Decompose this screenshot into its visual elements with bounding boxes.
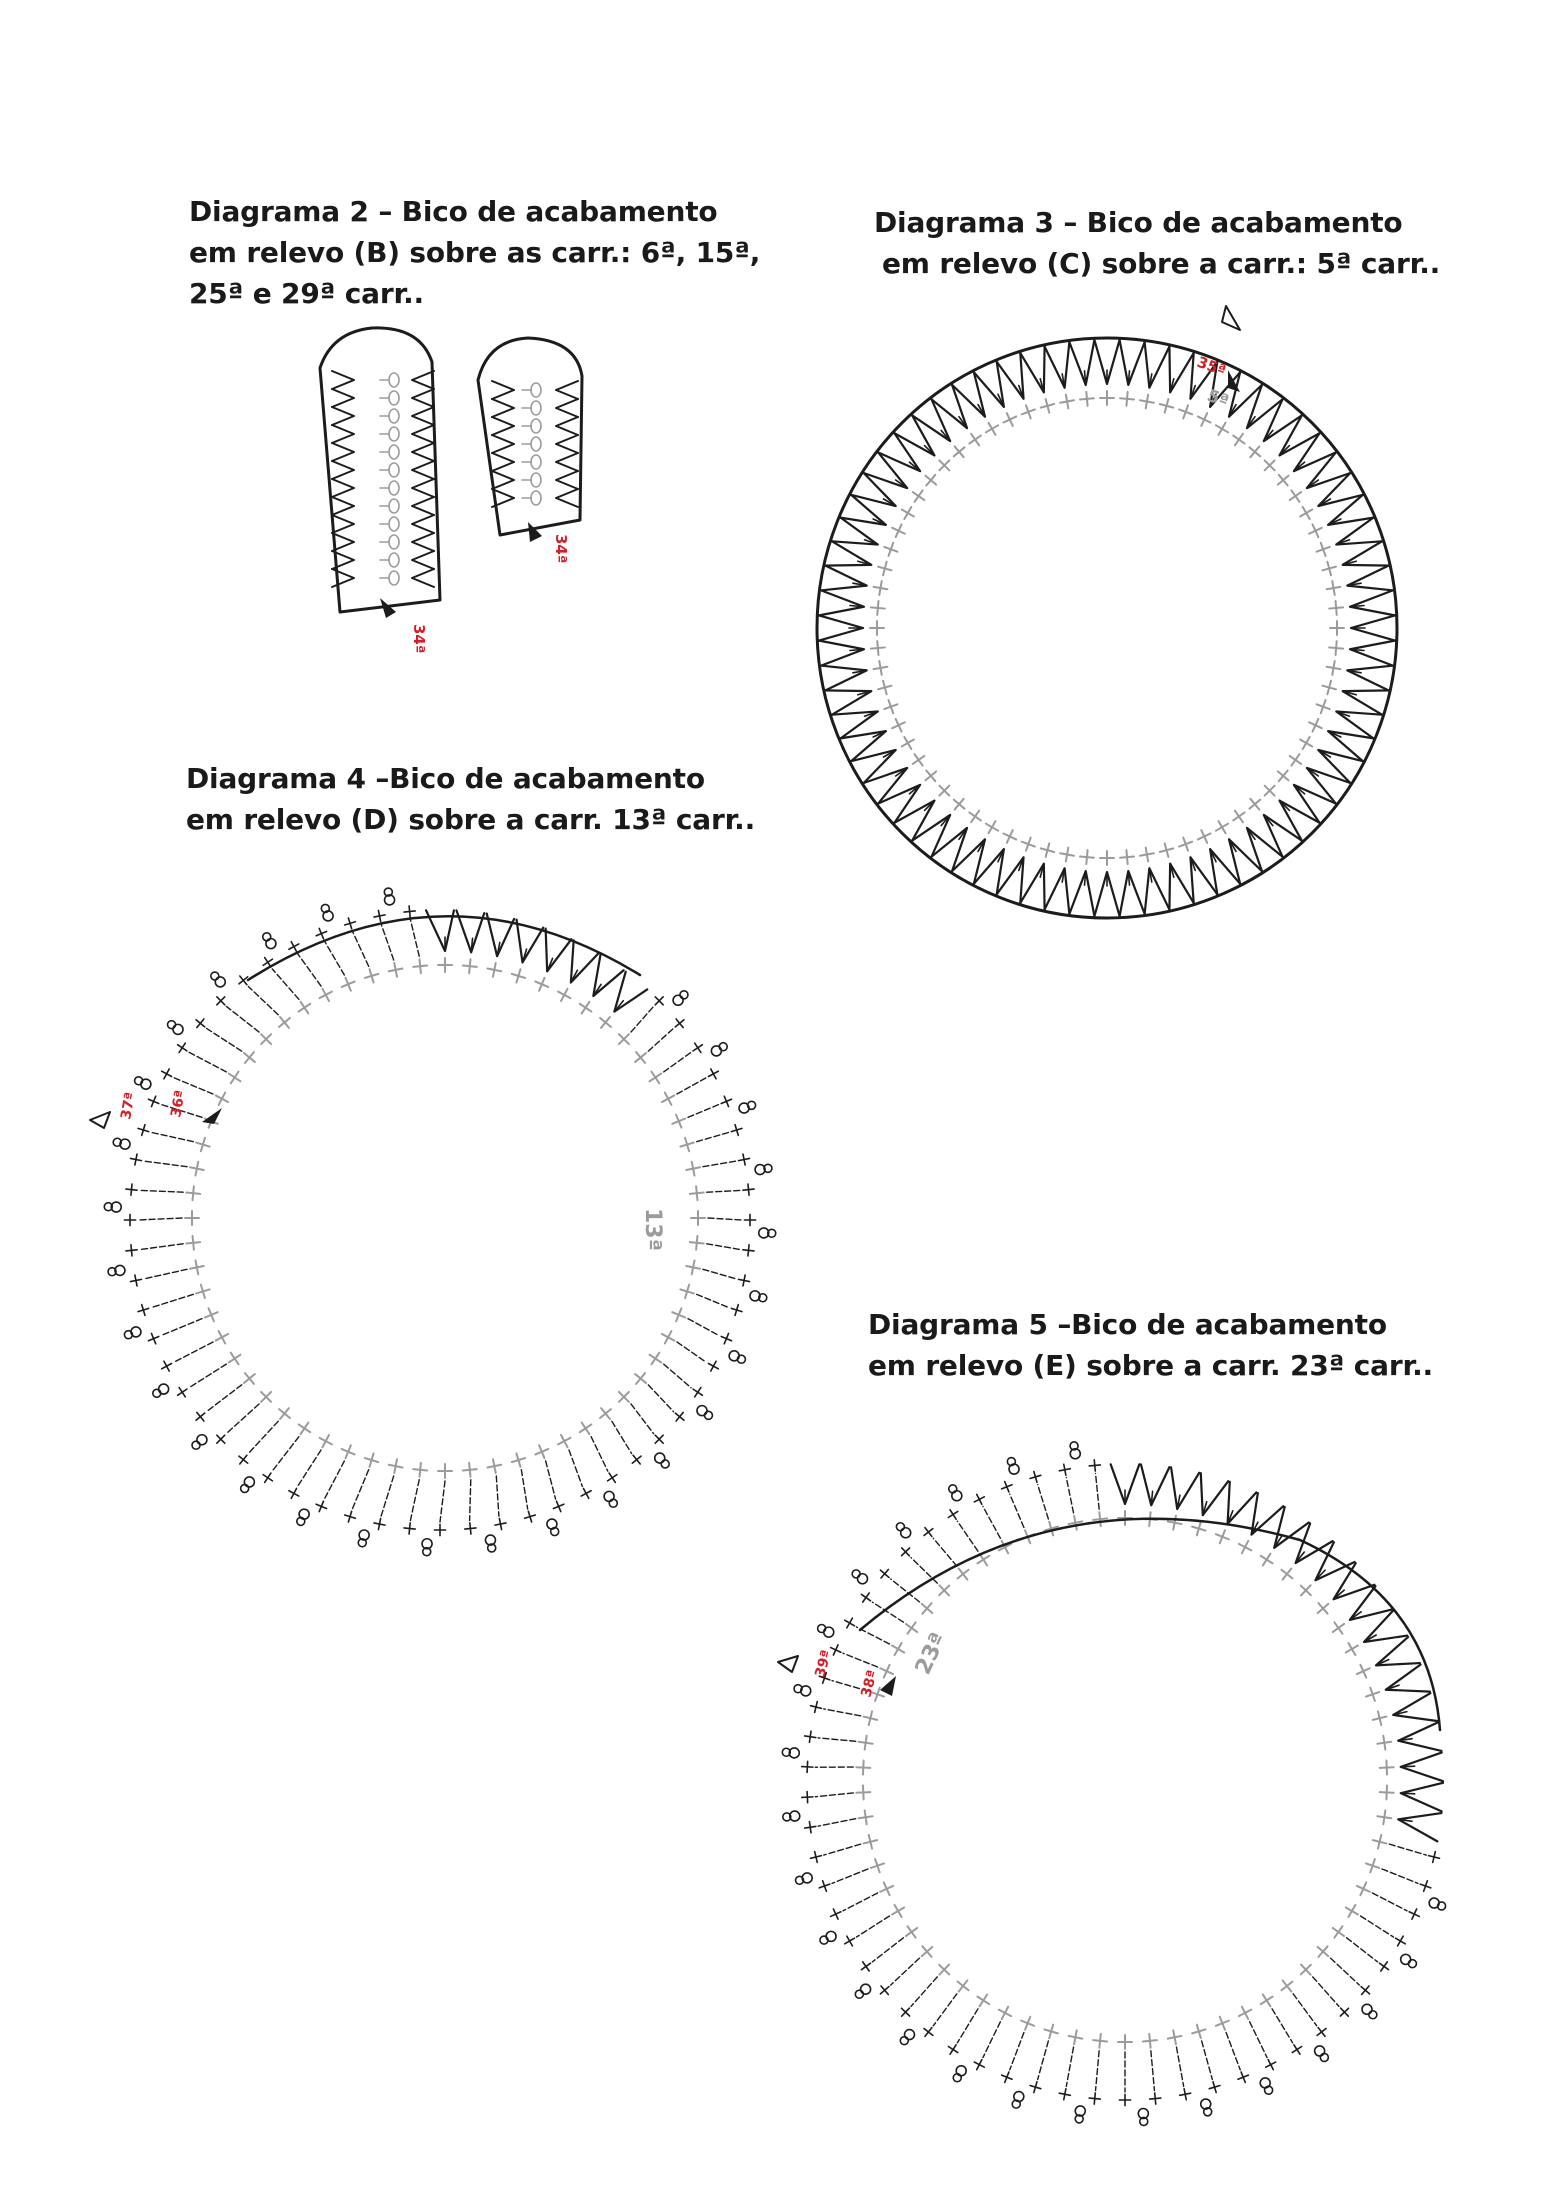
base-cross-stitch xyxy=(1242,1541,1248,1553)
edge-cross xyxy=(1379,1963,1388,1969)
picot xyxy=(900,2037,908,2045)
long-stitch xyxy=(1096,2051,1100,2091)
long-stitch xyxy=(843,1653,878,1667)
long-stitch xyxy=(824,1709,861,1716)
diagram-4-red-inner-row-label: 36ª xyxy=(168,1088,189,1119)
long-stitch xyxy=(1389,1844,1426,1855)
edge-cross xyxy=(805,1736,816,1738)
long-stitch xyxy=(872,1602,903,1622)
base-cross-stitch xyxy=(959,1569,968,1580)
picot xyxy=(904,2030,914,2040)
long-stitch xyxy=(1250,2022,1267,2058)
diagram-4-caption-line-1: Diagrama 4 –Bico de acabamento xyxy=(186,762,705,795)
long-stitch xyxy=(1226,2033,1240,2070)
picot xyxy=(852,1570,860,1578)
diagram-5-red-outer-row-label: 39ª xyxy=(812,1648,835,1680)
long-stitch xyxy=(1066,1478,1073,1513)
base-cross-stitch xyxy=(1263,1995,1271,2007)
edge-cross xyxy=(845,1938,855,1944)
base-cross-stitch xyxy=(1380,1767,1394,1768)
picot xyxy=(901,1528,911,1538)
base-cross-stitch xyxy=(1173,2030,1176,2044)
edge-cross xyxy=(1094,1460,1095,1471)
long-stitch xyxy=(983,2022,1000,2058)
base-cross-stitch xyxy=(1346,1908,1358,1915)
picot xyxy=(861,1984,871,1994)
v-stitch xyxy=(1228,1482,1257,1524)
v-stitch xyxy=(1393,1693,1437,1721)
long-stitch xyxy=(857,1916,890,1937)
base-cross-stitch xyxy=(906,1624,917,1632)
base-cross-stitch xyxy=(980,1995,988,2007)
long-stitch xyxy=(1347,1938,1378,1962)
base-cross-stitch xyxy=(859,1742,873,1744)
edge-cross xyxy=(845,1620,855,1626)
edge-cross xyxy=(1268,2060,1273,2070)
long-stitch xyxy=(1202,2041,1213,2079)
long-stitch xyxy=(957,2009,978,2043)
diagram-3-gray-row-label: 5ª xyxy=(1204,385,1232,413)
long-stitch xyxy=(933,1994,956,2026)
long-stitch xyxy=(1331,1958,1360,1985)
picot xyxy=(857,1574,867,1584)
base-cross-stitch xyxy=(1242,2007,1248,2019)
long-stitch xyxy=(843,1893,878,1911)
v-stitch xyxy=(1401,1783,1443,1812)
long-stitch xyxy=(1382,1869,1418,1883)
diagram-3-caption-line-1: Diagrama 3 – Bico de acabamento xyxy=(874,206,1403,239)
long-stitch xyxy=(824,1844,861,1855)
v-stitch xyxy=(1398,1723,1441,1751)
base-cross-stitch xyxy=(1283,1569,1292,1580)
picot xyxy=(1369,2011,1377,2019)
base-cross-stitch xyxy=(1263,1554,1271,1566)
base-cross-stitch xyxy=(856,1792,870,1793)
diagram-5-start-arrow xyxy=(880,1676,896,1696)
long-stitch xyxy=(983,1506,1000,1538)
diagram-5-caption-line-2: em relevo (E) sobre a carr. 23ª carr.. xyxy=(868,1349,1433,1382)
long-stitch xyxy=(1293,1994,1316,2026)
long-stitch xyxy=(1010,1494,1024,1527)
base-cross-stitch xyxy=(1283,1980,1292,1991)
v-stitch xyxy=(1376,1637,1420,1665)
diagram-2-right-row-label: 34ª xyxy=(552,534,570,564)
base-cross-stitch xyxy=(1099,2034,1100,2048)
long-stitch xyxy=(1272,2009,1293,2043)
edge-cross xyxy=(1064,2089,1066,2100)
diagram-5-ring xyxy=(782,1442,1445,2126)
edge-cross xyxy=(861,1594,870,1600)
v-stitch xyxy=(1141,1464,1169,1505)
edge-cross xyxy=(1064,1464,1066,1475)
base-cross-stitch xyxy=(1377,1742,1391,1744)
edge-cross xyxy=(950,2045,956,2054)
picot xyxy=(1362,2004,1372,2014)
diagram-2-left-row-label: 34ª xyxy=(410,624,428,654)
edge-cross xyxy=(861,1963,870,1969)
diagram-5-gray-row-label: 23ª xyxy=(910,1628,952,1679)
edge-cross xyxy=(802,1797,813,1798)
picot xyxy=(896,1523,904,1531)
long-stitch xyxy=(872,1938,903,1962)
long-stitch xyxy=(891,1958,920,1985)
edge-cross xyxy=(950,1510,956,1519)
base-cross-stitch xyxy=(1074,1516,1077,1530)
long-stitch xyxy=(1038,2041,1049,2079)
long-stitch xyxy=(818,1819,856,1826)
long-stitch xyxy=(1151,2051,1155,2091)
base-cross-stitch xyxy=(1149,2034,1150,2048)
long-stitch xyxy=(1372,1893,1407,1911)
long-stitch xyxy=(815,1793,853,1797)
long-stitch xyxy=(1361,1916,1394,1937)
long-stitch xyxy=(832,1869,868,1883)
diagram-5-red-inner-row-label: 38ª xyxy=(858,1668,881,1700)
edge-cross xyxy=(925,1528,932,1537)
diagram-4-red-outer-row-label: 37ª xyxy=(118,1090,139,1121)
edge-cross xyxy=(1294,2045,1300,2054)
picot xyxy=(855,1990,863,1998)
edge-cross xyxy=(977,2060,982,2070)
base-cross-stitch xyxy=(856,1767,870,1768)
v-stitch xyxy=(1171,1467,1199,1509)
long-stitch xyxy=(1038,1485,1049,1519)
base-cross-stitch xyxy=(892,1908,904,1915)
base-cross-stitch xyxy=(1333,1624,1344,1632)
chain-arc xyxy=(860,1519,1440,1730)
long-stitch xyxy=(911,1977,937,2007)
base-cross-stitch xyxy=(1099,1512,1100,1526)
diagram-2-caption-line-2: em relevo (B) sobre as carr.: 6ª, 15ª, xyxy=(189,236,761,269)
long-stitch xyxy=(1176,2047,1183,2086)
long-stitch xyxy=(1010,2033,1024,2070)
base-cross-stitch xyxy=(1380,1792,1394,1793)
base-cross-stitch xyxy=(959,1980,968,1991)
edge-cross xyxy=(1318,2028,1325,2037)
diagram-2-caption-line-3: 25ª e 29ª carr.. xyxy=(189,277,424,310)
base-cross-stitch xyxy=(906,1928,917,1936)
diagram-3-red-row-label: 35ª xyxy=(1194,352,1229,380)
edge-cross xyxy=(925,2028,932,2037)
edge-cross xyxy=(1184,2089,1186,2100)
long-stitch xyxy=(957,1521,978,1551)
v-stitch xyxy=(1398,1813,1441,1841)
v-stitch-stem xyxy=(1401,1766,1415,1767)
long-stitch xyxy=(818,1738,856,1741)
long-stitch xyxy=(1313,1977,1339,2007)
diagram-5-caption-line-1: Diagrama 5 –Bico de acabamento xyxy=(868,1308,1387,1341)
picot xyxy=(1408,1960,1416,1968)
diagram-4-gray-row-label: 13ª xyxy=(640,1208,665,1252)
edge-cross xyxy=(802,1767,813,1768)
diagram-2-caption-line-1: Diagrama 2 – Bico de acabamento xyxy=(189,195,718,228)
diagram-4-caption-line-2: em relevo (D) sobre a carr. 13ª carr.. xyxy=(186,803,756,836)
long-stitch xyxy=(933,1538,956,1566)
long-stitch xyxy=(1096,1473,1100,1509)
diagram-3-caption-line-2: em relevo (C) sobre a carr.: 5ª carr.. xyxy=(882,247,1441,280)
long-stitch xyxy=(1066,2047,1073,2086)
base-cross-stitch xyxy=(1002,2007,1008,2019)
edge-cross xyxy=(1094,2093,1095,2104)
edge-cross xyxy=(1155,2093,1156,2104)
base-cross-stitch xyxy=(892,1646,904,1653)
base-cross-stitch xyxy=(1333,1928,1344,1936)
diagram-5-end-arrow xyxy=(778,1656,798,1672)
base-cross-stitch xyxy=(859,1816,873,1818)
base-cross-stitch xyxy=(1346,1646,1358,1653)
picot xyxy=(1320,2053,1328,2061)
base-cross-stitch xyxy=(1074,2030,1077,2044)
edge-cross xyxy=(1396,1938,1406,1944)
base-cross-stitch xyxy=(1377,1816,1391,1818)
v-stitch-stem xyxy=(1401,1793,1415,1794)
edge-cross xyxy=(805,1826,816,1828)
edge-cross xyxy=(977,1494,982,1504)
